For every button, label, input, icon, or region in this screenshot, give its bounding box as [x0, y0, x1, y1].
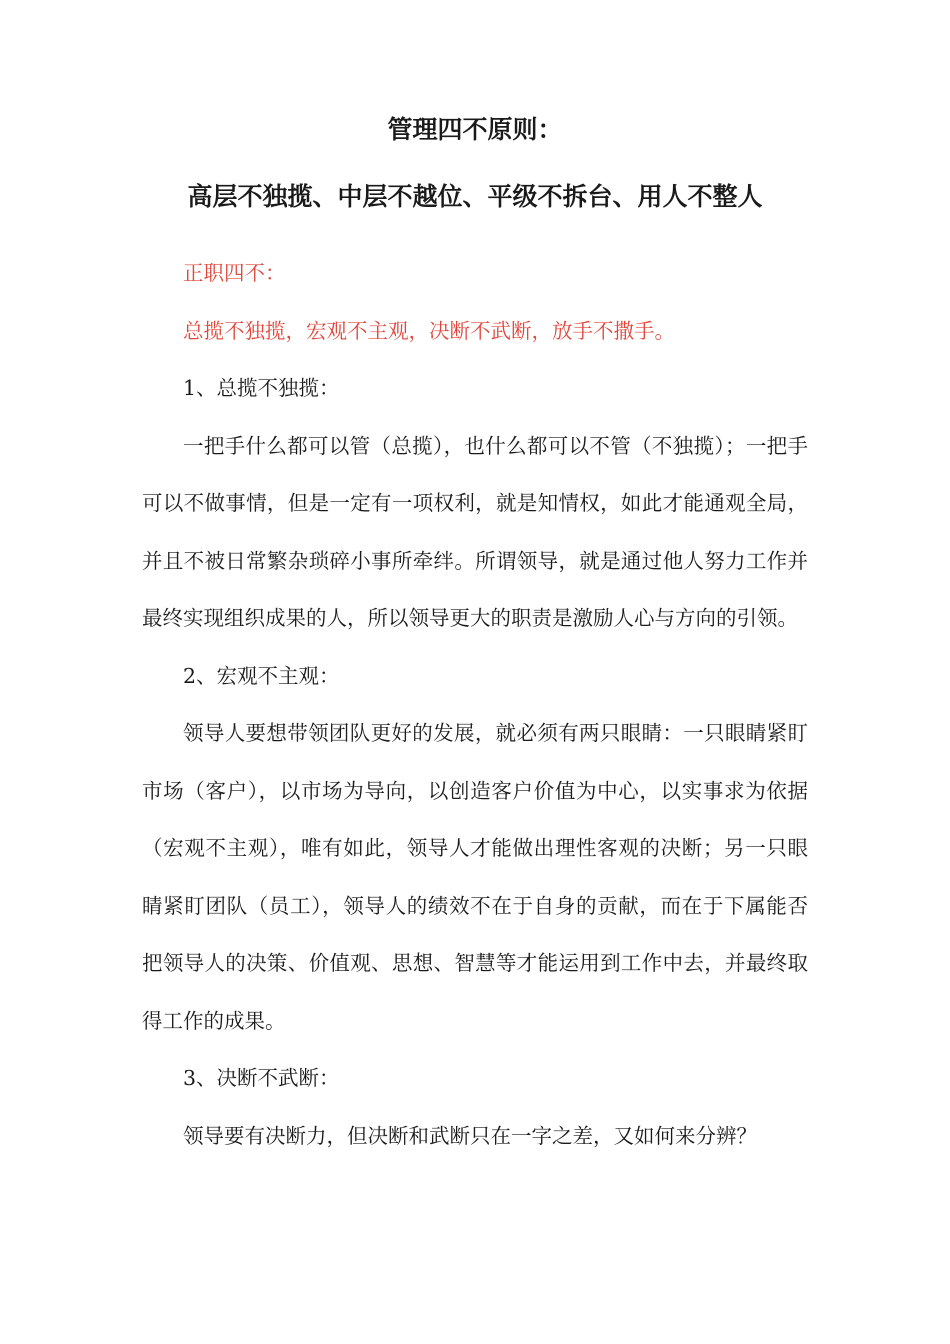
paragraph-2: 领导人要想带领团队更好的发展，就必须有两只眼睛：一只眼睛紧盯市场（客户），以市场为导向，以创造客户价值为中心，以实事求为依据（宏观不主观），唯有如此，领导人才能做出理性客观的决断；另一只眼睛紧盯团队（员工），领导人的绩效不在于自身的贡献，而在于下属能否把领导人的决策、价值观、思想、智慧等才能运用到工作中去，并最终取得工作的成果。	[142, 721, 808, 1033]
principles-summary: 总揽不独揽，宏观不主观，决断不武断，放手不撒手。	[183, 318, 675, 343]
subheading-3: 3、决断不武断：	[183, 1066, 340, 1090]
section-heading-zhengzhi: 正职四不：	[183, 261, 286, 285]
paragraph-1: 一把手什么都可以管（总揽），也什么都可以不管（不独揽）；一把手可以不做事情，但是一定有一项权利，就是知情权，如此才能通观全局，并且不被日常繁杂琐碎小事所牵绊。所谓领导，就是通过他人努力工作并最终实现组织成果的人，所以领导更大的职责是激励人心与方向的引领。	[142, 433, 808, 630]
document-body	[142, 245, 808, 1165]
document-title: 管理四不原则：	[387, 115, 563, 144]
document-subtitle: 高层不独揽、中层不越位、平级不拆台、用人不整人	[187, 182, 763, 211]
subheading-2: 2、宏观不主观：	[183, 663, 340, 688]
subheading-1: 1、总揽不独揽：	[183, 376, 340, 400]
paragraph-3: 领导要有决断力，但决断和武断只在一字之差，又如何来分辨？	[183, 1123, 757, 1148]
